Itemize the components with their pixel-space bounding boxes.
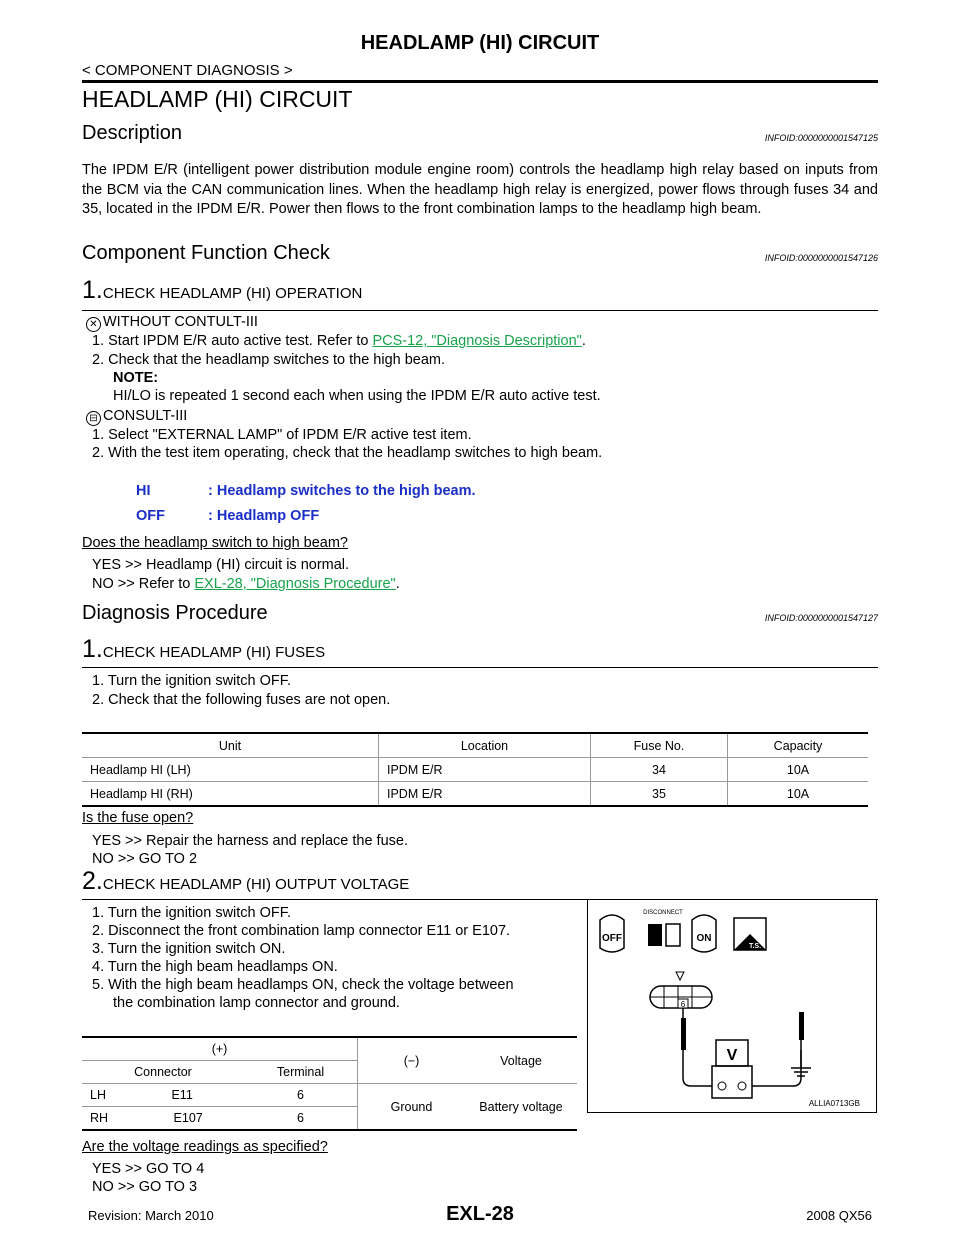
cfc-yes: YES >> Headlamp (HI) circuit is normal. <box>92 557 350 573</box>
step-number: 1. <box>82 276 103 304</box>
cell-connector-id: E11 <box>171 1088 193 1102</box>
figure-code: ALLIA0713GB <box>808 1099 860 1108</box>
table-row <box>82 1084 577 1107</box>
cfc-question: Does the headlamp switch to high beam? <box>82 535 348 551</box>
off-label: OFF <box>602 933 622 944</box>
cell-connector <box>82 1107 244 1131</box>
step-rule <box>82 310 878 311</box>
consult-text: CONSULT-III <box>103 408 188 424</box>
dp-s2-yes: YES >> GO TO 4 <box>92 1161 205 1177</box>
dp-heading: Diagnosis Procedure <box>82 602 268 624</box>
description-infoid: INFOID:0000000001547125 <box>764 133 878 143</box>
cell-location: IPDM E/R <box>379 782 591 807</box>
step-title: CHECK HEADLAMP (HI) FUSES <box>102 644 326 661</box>
dp-s1-question: Is the fuse open? <box>82 810 194 826</box>
header-terminal: Terminal <box>244 1061 358 1084</box>
cell-capacity: 10A <box>728 782 869 807</box>
cell-fuse-no: 35 <box>591 782 728 807</box>
table-row <box>82 758 868 782</box>
header-location: Location <box>379 733 591 758</box>
table-row <box>82 782 868 807</box>
off-value: : Headlamp OFF <box>208 508 320 524</box>
header-voltage: Voltage <box>465 1037 577 1084</box>
ts-label: T.S. <box>748 943 762 950</box>
dp-s1-line-1: 1. Turn the ignition switch OFF. <box>92 673 292 689</box>
step-number: 1. <box>82 635 103 663</box>
tester-icon <box>734 918 766 950</box>
cfc-no <box>92 576 400 592</box>
page-number: EXL-28 <box>446 1203 514 1225</box>
without-step-1-end: . <box>581 333 586 349</box>
step-title: CHECK HEADLAMP (HI) OUTPUT VOLTAGE <box>102 876 410 893</box>
cell-unit: Headlamp HI (LH) <box>82 758 379 782</box>
dp-infoid: INFOID:0000000001547127 <box>764 613 878 623</box>
cell-capacity: 10A <box>728 758 869 782</box>
exl-28-link[interactable]: EXL-28, "Diagnosis Procedure" <box>194 576 396 592</box>
header-capacity: Capacity <box>728 733 869 758</box>
consult-icon: ⊟ <box>86 411 101 426</box>
dp-s2-line-4: 4. Turn the high beam headlamps ON. <box>92 959 338 975</box>
model-year: 2008 QX56 <box>806 1208 872 1223</box>
consult-step-2: 2. With the test item operating, check that the headlamp switches to high beam. <box>92 445 603 461</box>
meter-label: V <box>726 1047 738 1064</box>
table-header-row <box>82 1037 577 1061</box>
dp-s2-line-2: 2. Disconnect the front combination lamp connector E11 or E107. <box>92 923 511 939</box>
cell-terminal: 6 <box>244 1107 358 1131</box>
off-key: OFF <box>136 508 165 524</box>
cell-location: IPDM E/R <box>379 758 591 782</box>
without-consult-label <box>86 314 258 332</box>
note-text: HI/LO is repeated 1 second each when using the IPDM E/R auto active test. <box>113 388 601 404</box>
running-title: HEADLAMP (HI) CIRCUIT <box>360 32 600 54</box>
without-step-2: 2. Check that the headlamp switches to the high beam. <box>92 352 446 368</box>
hi-key: HI <box>136 483 151 499</box>
cell-connector <box>82 1084 244 1107</box>
table-header-row <box>82 733 868 758</box>
dp-s2-no: NO >> GO TO 3 <box>92 1179 198 1195</box>
dp-s2-line-1: 1. Turn the ignition switch OFF. <box>92 905 292 921</box>
consult-label <box>86 408 187 426</box>
revision: Revision: March 2010 <box>88 1208 214 1223</box>
disconnect-icon <box>643 910 683 946</box>
dp-s2-line-5b: the combination lamp connector and ground. <box>113 995 400 1011</box>
dp-s1-line-2: 2. Check that the following fuses are not open. <box>92 692 391 708</box>
fuse-table <box>82 732 868 807</box>
pcs-12-link[interactable]: PCS-12, "Diagnosis Description" <box>372 333 582 349</box>
cell-unit: Headlamp HI (RH) <box>90 786 193 801</box>
cfc-step-1 <box>82 276 362 305</box>
wiring-diagram <box>588 900 876 1112</box>
description-text: The IPDM E/R (intelligent power distribution module engine room) controls the headlamp high relay based on inputs from the BCM via the CAN communication lines. When the headlamp high relay is energized, power flows through fuses 34 and 35, located in the IPDM E/R. Power then flows to the front combination lamps to the headlamp high beam. <box>82 162 878 217</box>
header-rule <box>82 80 878 83</box>
hi-value: : Headlamp switches to the high beam. <box>208 483 476 499</box>
disconnect-label: DISCONNECT <box>643 910 683 916</box>
cell-connector-id: E107 <box>173 1111 203 1125</box>
header-fuse-no: Fuse No. <box>591 733 728 758</box>
dp-step-1 <box>82 635 325 664</box>
header-connector: Connector <box>82 1061 244 1084</box>
dp-s2-line-3: 3. Turn the ignition switch ON. <box>92 941 286 957</box>
cell-side: RH <box>90 1111 109 1125</box>
without-consult-icon: ✕ <box>86 317 101 332</box>
connector-icon <box>650 972 712 1009</box>
dp-step-2 <box>82 867 409 896</box>
cfc-no-text: NO >> Refer to <box>92 576 195 592</box>
cell-fuse-no: 34 <box>591 758 728 782</box>
note-label: NOTE: <box>113 370 159 386</box>
page-title: HEADLAMP (HI) CIRCUIT <box>82 86 353 112</box>
voltage-table <box>82 1036 577 1131</box>
dp-s2-question: Are the voltage readings as specified? <box>82 1139 328 1155</box>
header-minus: (−) <box>358 1037 466 1084</box>
step-number: 2. <box>82 867 103 895</box>
breadcrumb: < COMPONENT DIAGNOSIS > <box>82 62 293 79</box>
dp-s2-line-5: 5. With the high beam headlamps ON, check the voltage between <box>92 977 514 993</box>
cfc-no-end: . <box>395 576 400 592</box>
without-consult-text: WITHOUT CONTULT-III <box>103 314 258 330</box>
ignition-on-icon <box>692 915 716 952</box>
description-heading: Description <box>82 122 183 144</box>
step-title: CHECK HEADLAMP (HI) OPERATION <box>102 285 363 302</box>
voltage-check-figure <box>587 899 877 1113</box>
consult-step-1: 1. Select "EXTERNAL LAMP" of IPDM E/R active test item. <box>92 427 472 443</box>
without-step-1 <box>92 333 586 349</box>
terminal-label: 6 <box>680 1000 686 1009</box>
cell-terminal: 6 <box>244 1084 358 1107</box>
header-plus: (+) <box>82 1037 358 1061</box>
cell-ground: Ground <box>358 1084 466 1131</box>
cfc-heading: Component Function Check <box>82 242 330 264</box>
ignition-off-icon <box>600 915 624 952</box>
cell-side: LH <box>90 1088 106 1102</box>
step-rule <box>82 667 878 668</box>
voltmeter-icon <box>712 1040 752 1098</box>
dp-s1-yes: YES >> Repair the harness and replace the fuse. <box>92 833 408 849</box>
on-label: ON <box>696 933 712 944</box>
cfc-infoid: INFOID:0000000001547126 <box>764 253 878 263</box>
cell-battery-voltage: Battery voltage <box>465 1084 577 1131</box>
ground-icon <box>791 1050 811 1076</box>
without-step-1-text: 1. Start IPDM E/R auto active test. Refer to <box>92 333 373 349</box>
dp-s1-no: NO >> GO TO 2 <box>92 851 198 867</box>
header-unit: Unit <box>82 733 379 758</box>
